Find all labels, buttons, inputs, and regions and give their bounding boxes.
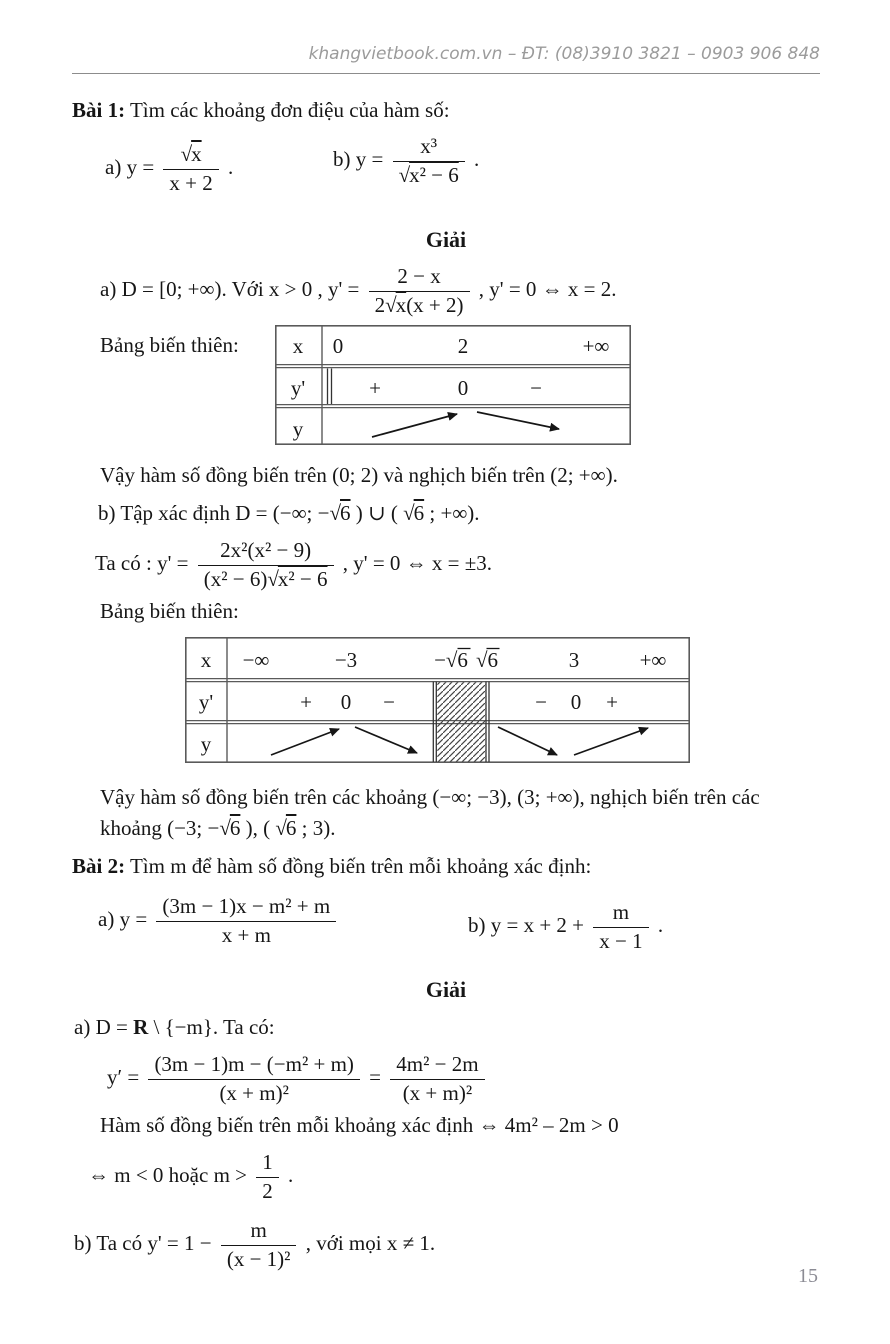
- denominator: (x + m)²: [148, 1079, 359, 1106]
- svg-text:+: +: [368, 376, 381, 401]
- monotonicity-arrows: [372, 412, 559, 437]
- numerator: m: [612, 900, 630, 925]
- fraction: [256, 1151, 279, 1203]
- bbt-label-1: Bảng biến thiên:: [100, 333, 239, 358]
- den-coef: 2: [374, 292, 386, 317]
- den-factor: (x + 2): [406, 292, 464, 317]
- denominator: 2: [256, 1177, 279, 1204]
- sqrt-sign: √: [403, 501, 414, 526]
- svg-text:−∞: −∞: [242, 648, 270, 673]
- bai1-title: Tìm các khoảng đơn điệu của hàm số:: [125, 98, 450, 122]
- svg-text:0: 0: [340, 690, 352, 715]
- variation-table-2: [185, 637, 690, 763]
- sqrt-sign: √: [219, 816, 230, 841]
- numerator: x³: [420, 134, 438, 158]
- bbt-label-2: Bảng biến thiên:: [100, 599, 239, 624]
- denominator: x + 2: [163, 169, 218, 196]
- table-labels: [199, 648, 667, 756]
- taco-pre: Ta có : y' =: [95, 550, 194, 575]
- numerator: m: [250, 1218, 267, 1243]
- numerator: 2 − x: [397, 264, 441, 288]
- radicand: 6: [413, 501, 425, 526]
- svg-text:0: 0: [332, 334, 344, 359]
- formula-2b-pre: b) y = x + 2 +: [468, 912, 590, 937]
- radicand: x² − 6: [409, 162, 459, 187]
- bai1-heading: [72, 98, 820, 123]
- fraction: [163, 143, 218, 195]
- bai2-solution-a-domain: [72, 1015, 820, 1040]
- svg-text:y': y': [198, 690, 214, 715]
- formula-1a-post: .: [222, 154, 234, 179]
- svg-text:x: x: [200, 648, 212, 673]
- svg-text:y: y: [200, 732, 212, 757]
- bai1-conclusion-a: Vậy hàm số đồng biến trên (0; 2) và nghịch biến trên (2; +∞).: [100, 463, 618, 488]
- formula-2a-pre: a) y =: [98, 906, 153, 931]
- radicand: 6: [229, 816, 241, 841]
- svg-text:+: +: [606, 690, 618, 715]
- concl-pre: khoảng (−3; −: [100, 816, 220, 841]
- bai1-conclusion-b-line2: [72, 816, 820, 841]
- formula-1a: [105, 143, 233, 195]
- mcond-pre: ⇔ m < 0 hoặc m >: [88, 1162, 253, 1187]
- bbt-section-2: [185, 637, 820, 769]
- radicand: x: [191, 142, 202, 166]
- svg-text:−: −: [535, 690, 547, 715]
- sqrt-sign: √: [267, 566, 278, 591]
- equals-sign: =: [363, 1064, 387, 1089]
- bai2-formulas: [72, 887, 820, 975]
- radicand: 6: [340, 501, 351, 526]
- denominator: (x + m)²: [390, 1079, 484, 1106]
- header-site-info: khangvietbook.com.vn – ĐT: (08)3910 3821 – 0903 906 848: [308, 44, 820, 64]
- bai1-solution-a: [72, 265, 820, 317]
- radicand: x² − 6: [277, 566, 328, 591]
- svg-text:√6: √6: [475, 648, 499, 673]
- bai1-label: Bài 1:: [72, 98, 126, 122]
- sqrt-sign: √: [329, 501, 341, 526]
- page-number: 15: [798, 1265, 818, 1287]
- sol-b-post: ; +∞).: [424, 501, 480, 526]
- fraction: [390, 1053, 484, 1105]
- giai-heading-2: Giải: [425, 977, 467, 1003]
- fraction: [369, 265, 470, 317]
- sol-b-pre: b) Tập xác định D = (−∞; −: [98, 501, 330, 526]
- denominator: x − 1: [593, 927, 648, 954]
- sqrt-sign: √: [180, 142, 192, 166]
- taco-post: , y' = 0 ⇔ x = ±3.: [337, 550, 493, 575]
- bbt-section-1: [72, 325, 820, 445]
- undefined-region-hatch: [433, 682, 489, 762]
- svg-text:3: 3: [568, 648, 580, 673]
- den-factor: (x² − 6): [203, 566, 268, 591]
- fraction: [198, 539, 334, 591]
- set-R-symbol: R: [133, 1015, 149, 1040]
- svg-text:−: −: [383, 690, 395, 715]
- concl-post: ; 3).: [296, 816, 336, 841]
- svg-text:2: 2: [457, 334, 469, 359]
- sol-a-pre: a) D = [0; +∞). Với x > 0 , y' =: [100, 276, 365, 301]
- table-labels: [291, 334, 610, 441]
- numerator: 1: [262, 1150, 273, 1175]
- table-grid: [276, 326, 630, 444]
- denominator: x + m: [156, 921, 336, 948]
- bai2-m-solution: [72, 1151, 820, 1203]
- bai2-solution-b: [72, 1219, 820, 1271]
- denominator: (x − 1)²: [221, 1245, 297, 1272]
- formula-2b: [468, 901, 663, 953]
- bai2-title: Tìm m để hàm số đồng biến trên mỗi khoảng xác định:: [125, 854, 592, 879]
- bai1-conclusion-b-line1: Vậy hàm số đồng biến trên các khoảng (−∞; −3), (3; +∞), nghịch biến trên các: [100, 785, 760, 810]
- formula-2b-post: .: [652, 912, 664, 937]
- bai1-formulas: [72, 131, 820, 225]
- sol-b-mid: ) ∪ (: [350, 501, 404, 526]
- formula-1b: [333, 135, 479, 187]
- svg-text:−3: −3: [334, 648, 358, 673]
- sol2a-pre: a) D =: [74, 1015, 134, 1040]
- bai2-label: Bài 2:: [72, 854, 126, 879]
- sqrt-sign: √: [275, 816, 286, 841]
- sol2a-post: \ {−m}. Ta có:: [148, 1015, 275, 1040]
- svg-text:x: x: [292, 334, 304, 359]
- denominator: [369, 291, 470, 318]
- bai2-heading: [72, 854, 820, 879]
- sol-a-post: , y' = 0 ⇔ x = 2.: [473, 276, 617, 301]
- variation-table-1: [275, 325, 631, 445]
- formula-2a: [98, 895, 340, 947]
- concl-mid: ), (: [240, 816, 276, 841]
- giai-heading-1: Giải: [425, 227, 467, 252]
- svg-text:−√6: −√6: [434, 648, 468, 673]
- denominator: [393, 161, 465, 188]
- fraction: [221, 1219, 297, 1271]
- radicand: 6: [285, 816, 297, 841]
- mcond-post: .: [282, 1162, 294, 1187]
- fraction: [393, 135, 465, 187]
- numerator: 4m² − 2m: [396, 1052, 479, 1077]
- fraction: [593, 901, 648, 953]
- formula-1a-pre: a) y =: [105, 154, 160, 179]
- page-header: [72, 44, 820, 74]
- sqrt-sign: √: [398, 162, 410, 187]
- sol2b-post: , với mọi x ≠ 1.: [300, 1230, 436, 1255]
- bai1-derivative-b: [72, 539, 820, 591]
- numerator: (3m − 1)m − (−m² + m): [154, 1052, 354, 1077]
- svg-text:y': y': [290, 376, 305, 401]
- radicand: x: [395, 292, 407, 317]
- deriv-pre: y′ =: [107, 1064, 145, 1089]
- denominator: [198, 565, 334, 592]
- numerator: [163, 143, 218, 169]
- numerator: 2x²(x² − 9): [220, 538, 312, 563]
- svg-text:y: y: [292, 417, 304, 442]
- svg-text:−: −: [529, 376, 542, 401]
- svg-text:0: 0: [457, 376, 469, 401]
- sqrt-sign: √: [385, 292, 396, 317]
- formula-1b-pre: b) y =: [333, 146, 389, 171]
- svg-text:+: +: [300, 690, 312, 715]
- formula-1b-post: .: [468, 146, 480, 171]
- bai1-solution-b-domain: [72, 501, 820, 526]
- bai2-derivative-a: [72, 1053, 820, 1105]
- svg-text:0: 0: [570, 690, 582, 715]
- fraction: [156, 895, 336, 947]
- fraction: [148, 1053, 359, 1105]
- svg-text:+∞: +∞: [582, 334, 610, 359]
- bai2-condition: Hàm số đồng biến trên mỗi khoảng xác định ⇔ 4m² – 2m > 0: [100, 1113, 619, 1138]
- svg-text:+∞: +∞: [639, 648, 667, 673]
- numerator: (3m − 1)x − m² + m: [162, 894, 331, 919]
- sol2b-pre: b) Ta có y' = 1 −: [74, 1230, 217, 1255]
